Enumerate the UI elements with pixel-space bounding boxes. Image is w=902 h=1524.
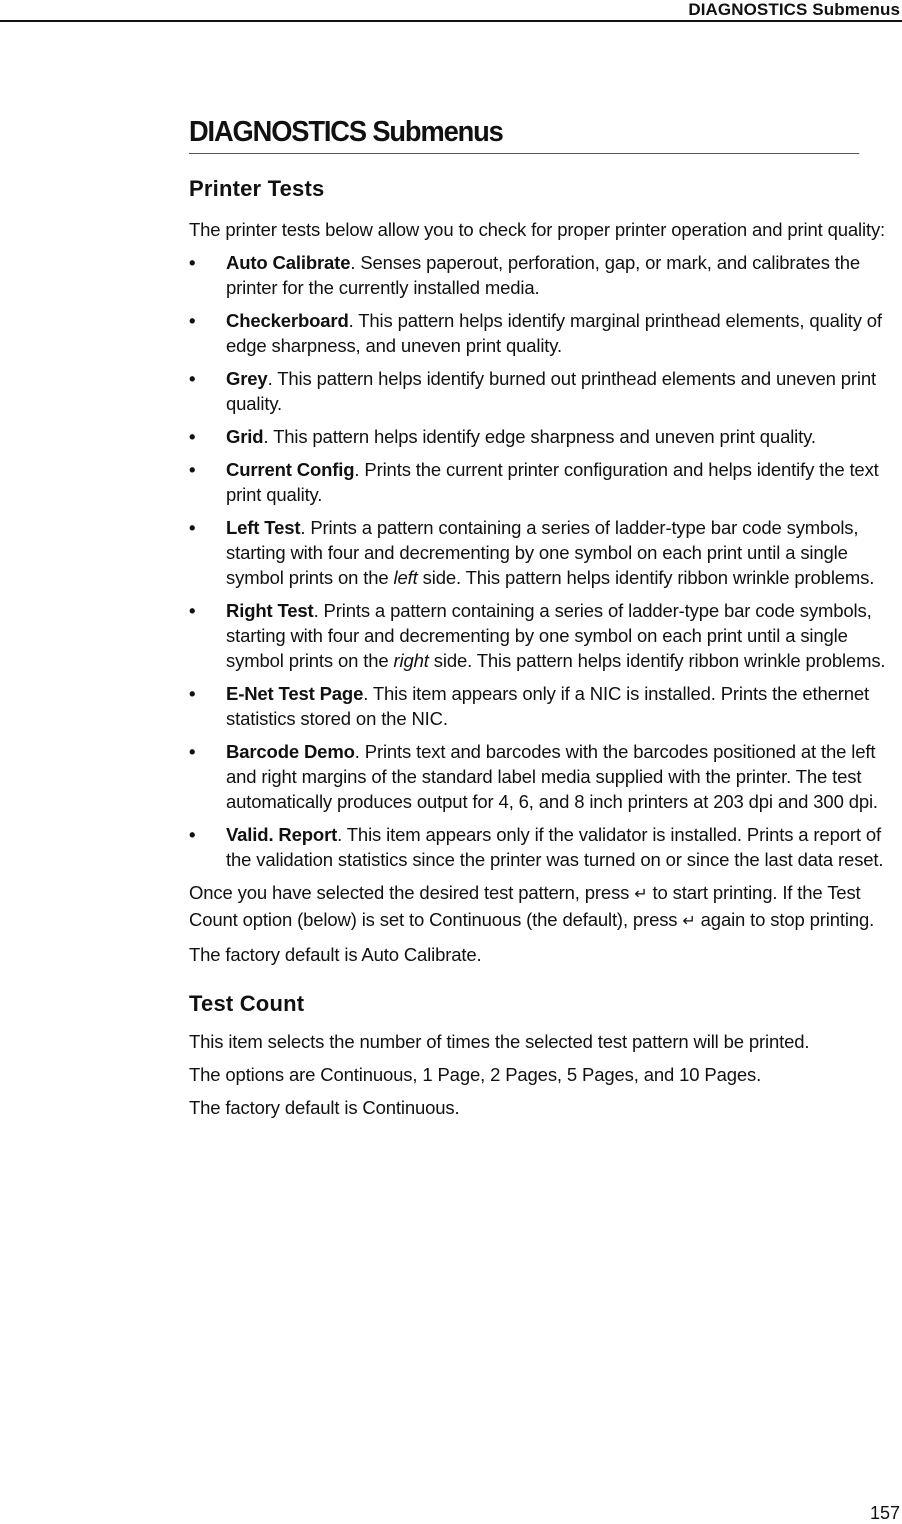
list-item-term: Right Test (226, 600, 314, 621)
list-item (189, 366, 902, 416)
list-item-desc: . Prints text and barcodes with the barcodes positioned at the left and right margins of the standard label media supplied with the printer. The test automatically produces output for 4, 6, and 8 inch printers at 203 dpi and 300 dpi. (226, 741, 878, 812)
list-item-term: Barcode Demo (226, 741, 355, 762)
list-item-term: Left Test (226, 517, 301, 538)
list-item-emphasis: right (393, 650, 429, 671)
bullet-icon: • (189, 459, 196, 480)
list-item (189, 598, 902, 673)
test-count-factory-default: The factory default is Continuous. (189, 1097, 460, 1118)
bullet-icon: • (189, 426, 196, 447)
list-item-desc: . This pattern helps identify edge sharpness and uneven print quality. (263, 426, 816, 447)
bullet-icon: • (189, 368, 196, 389)
list-item (189, 457, 902, 507)
bullet-icon: • (189, 683, 196, 704)
list-item-term: Current Config (226, 459, 355, 480)
enter-key-icon: ↵ (682, 913, 696, 930)
list-item-desc: . Prints a pattern containing a series of ladder-type bar code symbols, starting with four and decrementing by one symbol on each print until a single symbol prints on the (226, 600, 872, 671)
list-item (189, 822, 902, 872)
list-item-term: Checkerboard (226, 310, 349, 331)
bullet-icon: • (189, 252, 196, 273)
bullet-icon: • (189, 824, 196, 845)
list-item-desc: side. This pattern helps identify ribbon wrinkle problems. (417, 567, 875, 588)
printer-tests-list (189, 250, 902, 872)
bullet-icon: • (189, 310, 196, 331)
bullet-icon: • (189, 517, 196, 538)
list-item-desc: . Prints a pattern containing a series of ladder-type bar code symbols, starting with four and decrementing by one symbol on each print until a single symbol prints on the (226, 517, 859, 588)
page-content (189, 116, 902, 1120)
section-heading-printer-tests: Printer Tests (189, 176, 325, 201)
list-item (189, 424, 902, 449)
list-item (189, 308, 902, 358)
list-item-desc: . Prints the current printer configuration and helps identify the text print quality. (226, 459, 879, 505)
list-item-desc: . This pattern helps identify burned out printhead elements and uneven print quality. (226, 368, 876, 414)
list-item-desc: side. This pattern helps identify ribbon wrinkle problems. (428, 650, 886, 671)
list-item-term: Valid. Report (226, 824, 338, 845)
test-count-options: The options are Continuous, 1 Page, 2 Pages, 5 Pages, and 10 Pages. (189, 1064, 762, 1085)
page-title: DIAGNOSTICS Submenus (189, 116, 859, 154)
list-item (189, 739, 902, 814)
list-item-term: Grid (226, 426, 264, 447)
paragraph-text: to start printing. If the Test Count option (below) is set to Continuous (the default), press (189, 882, 861, 930)
list-item-term: Grey (226, 368, 268, 389)
enter-key-icon: ↵ (634, 886, 648, 903)
list-item (189, 515, 902, 590)
section-heading-test-count: Test Count (189, 991, 305, 1016)
list-item-emphasis: left (393, 567, 418, 588)
bullet-icon: • (189, 741, 196, 762)
list-item-term: E-Net Test Page (226, 683, 364, 704)
paragraph-text: Once you have selected the desired test pattern, press (189, 882, 635, 903)
test-count-description: This item selects the number of times the selected test pattern will be printed. (189, 1031, 810, 1052)
start-printing-paragraph (189, 880, 902, 934)
page-number: 157 (869, 1503, 900, 1523)
header-rule (0, 20, 902, 22)
list-item-desc: . This pattern helps identify marginal printhead elements, quality of edge sharpness, and uneven print quality. (226, 310, 882, 356)
list-item-desc: . This item appears only if a NIC is installed. Prints the ethernet statistics stored on the NIC. (226, 683, 870, 729)
list-item-desc: . Senses paperout, perforation, gap, or mark, and calibrates the printer for the currently installed media. (226, 252, 861, 298)
paragraph-text: again to stop printing. (695, 909, 875, 930)
printer-tests-intro: The printer tests below allow you to check for proper printer operation and print quality: (189, 219, 886, 240)
list-item (189, 681, 902, 731)
bullet-icon: • (189, 600, 196, 621)
list-item-desc: . This item appears only if the validator is installed. Prints a report of the validation statistics since the printer was turned on or since the last data reset. (226, 824, 884, 870)
running-head: DIAGNOSTICS Submenus (688, 0, 900, 19)
printer-tests-factory-default: The factory default is Auto Calibrate. (189, 944, 482, 965)
list-item (189, 250, 902, 300)
list-item-term: Auto Calibrate (226, 252, 351, 273)
